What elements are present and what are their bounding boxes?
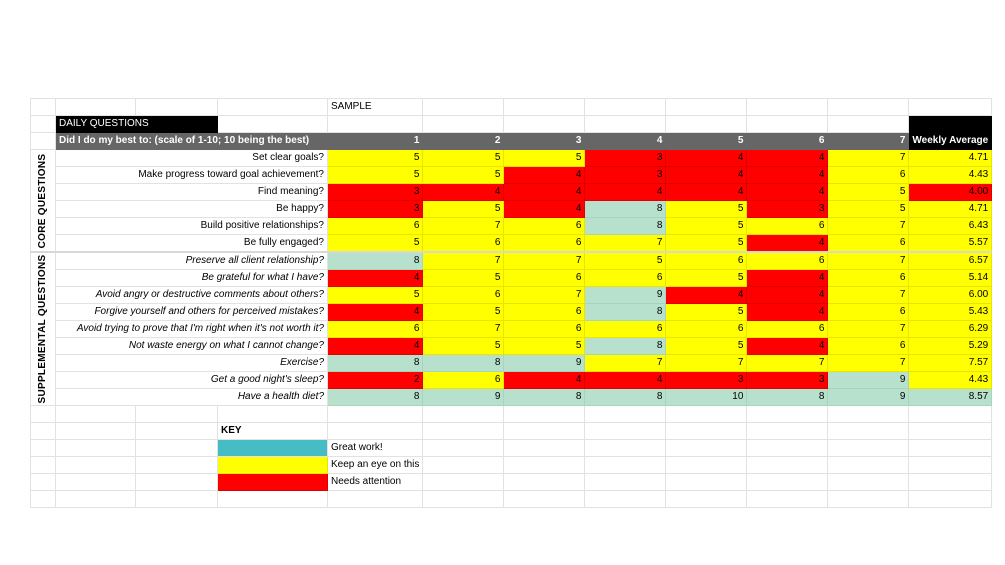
score-cell-day-3[interactable]: 4	[504, 372, 585, 389]
score-cell-day-3[interactable]: 5	[504, 338, 585, 355]
score-cell-day-1[interactable]: 5	[328, 167, 423, 184]
weekly-average-cell[interactable]: 6.00	[909, 287, 992, 304]
score-cell-day-3[interactable]: 6	[504, 235, 585, 253]
table-row	[31, 167, 992, 184]
score-cell-day-5[interactable]: 7	[666, 355, 747, 372]
score-cell-day-4[interactable]: 8	[585, 218, 666, 235]
weekly-average-cell[interactable]: 6.57	[909, 252, 992, 270]
table-row	[31, 184, 992, 201]
score-cell-day-7[interactable]: 6	[828, 338, 909, 355]
score-cell-day-1[interactable]: 3	[328, 184, 423, 201]
weekly-average-cell[interactable]: 4.71	[909, 201, 992, 218]
score-cell-day-5[interactable]: 10	[666, 389, 747, 406]
score-cell-day-1[interactable]: 5	[328, 150, 423, 167]
day-header-4[interactable]: 4	[585, 133, 666, 150]
score-cell-day-6[interactable]: 4	[747, 287, 828, 304]
question-label[interactable]: Build positive relationships?	[56, 218, 328, 235]
score-cell-day-6[interactable]: 6	[747, 252, 828, 270]
score-cell-day-2[interactable]: 7	[423, 321, 504, 338]
score-cell-day-3[interactable]: 5	[504, 150, 585, 167]
score-cell-day-5[interactable]: 4	[666, 167, 747, 184]
score-cell-day-3[interactable]: 7	[504, 287, 585, 304]
score-cell-day-3[interactable]: 4	[504, 184, 585, 201]
question-label[interactable]: Exercise?	[56, 355, 328, 372]
score-cell-day-5[interactable]: 5	[666, 338, 747, 355]
key-row	[31, 457, 992, 474]
score-cell-day-2[interactable]: 5	[423, 167, 504, 184]
score-cell-day-3[interactable]: 6	[504, 304, 585, 321]
score-cell-day-7[interactable]: 7	[828, 150, 909, 167]
score-cell-day-2[interactable]: 5	[423, 201, 504, 218]
key-row	[31, 474, 992, 491]
score-cell-day-5[interactable]: 4	[666, 150, 747, 167]
question-label[interactable]: Find meaning?	[56, 184, 328, 201]
table-row	[31, 287, 992, 304]
score-cell-day-2[interactable]: 8	[423, 355, 504, 372]
score-cell-day-7[interactable]: 7	[828, 355, 909, 372]
score-cell-day-1[interactable]: 4	[328, 338, 423, 355]
score-cell-day-5[interactable]: 6	[666, 321, 747, 338]
score-cell-day-1[interactable]: 2	[328, 372, 423, 389]
table-row	[31, 201, 992, 218]
key-swatch[interactable]	[218, 457, 328, 474]
table-row	[31, 304, 992, 321]
question-label[interactable]: Forgive yourself and others for perceived mistakes?	[56, 304, 328, 321]
score-cell-day-1[interactable]: 8	[328, 355, 423, 372]
key-swatch[interactable]	[218, 474, 328, 491]
score-cell-day-7[interactable]: 7	[828, 321, 909, 338]
score-cell-day-4[interactable]: 6	[585, 270, 666, 287]
score-cell-day-5[interactable]: 5	[666, 235, 747, 253]
score-cell-day-1[interactable]: 3	[328, 201, 423, 218]
score-cell-day-4[interactable]: 6	[585, 321, 666, 338]
score-cell-day-3[interactable]: 4	[504, 201, 585, 218]
weekly-average-cell[interactable]: 5.43	[909, 304, 992, 321]
question-label[interactable]: Have a health diet?	[56, 389, 328, 406]
table-row	[31, 252, 992, 270]
key-label[interactable]: Great work!	[328, 440, 423, 457]
score-cell-day-7[interactable]: 5	[828, 201, 909, 218]
sample-label[interactable]: SAMPLE	[328, 99, 423, 116]
day-header-3[interactable]: 3	[504, 133, 585, 150]
spreadsheet	[30, 98, 992, 508]
day-header-6[interactable]: 6	[747, 133, 828, 150]
score-cell-day-7[interactable]: 7	[828, 287, 909, 304]
score-cell-day-4[interactable]: 8	[585, 338, 666, 355]
table-row	[31, 150, 992, 167]
score-cell-day-7[interactable]: 9	[828, 389, 909, 406]
day-header-5[interactable]: 5	[666, 133, 747, 150]
score-cell-day-1[interactable]: 8	[328, 252, 423, 270]
header-row	[31, 133, 992, 150]
key-title[interactable]: KEY	[218, 423, 328, 440]
score-cell-day-3[interactable]: 8	[504, 389, 585, 406]
weekly-average-cell[interactable]: 7.57	[909, 355, 992, 372]
score-cell-day-3[interactable]: 6	[504, 321, 585, 338]
key-label[interactable]: Keep an eye on this	[328, 457, 423, 474]
score-cell-day-5[interactable]: 5	[666, 218, 747, 235]
table-row	[31, 218, 992, 235]
score-cell-day-7[interactable]: 6	[828, 270, 909, 287]
score-cell-day-7[interactable]: 6	[828, 304, 909, 321]
score-cell-day-4[interactable]: 3	[585, 167, 666, 184]
score-cell-day-2[interactable]: 6	[423, 235, 504, 253]
daily-questions-table	[30, 98, 992, 508]
score-cell-day-3[interactable]: 4	[504, 167, 585, 184]
question-label[interactable]: Be fully engaged?	[56, 235, 328, 253]
score-cell-day-7[interactable]: 9	[828, 372, 909, 389]
score-cell-day-5[interactable]: 4	[666, 287, 747, 304]
score-cell-day-1[interactable]: 6	[328, 321, 423, 338]
score-cell-day-6[interactable]: 6	[747, 321, 828, 338]
question-label[interactable]: Be grateful for what I have?	[56, 270, 328, 287]
question-label[interactable]: Avoid angry or destructive comments about others?	[56, 287, 328, 304]
score-cell-day-4[interactable]: 7	[585, 355, 666, 372]
weekly-average-cell[interactable]: 4.71	[909, 150, 992, 167]
score-cell-day-6[interactable]: 4	[747, 304, 828, 321]
score-cell-day-1[interactable]: 6	[328, 218, 423, 235]
score-cell-day-6[interactable]: 4	[747, 338, 828, 355]
title-cell[interactable]: DAILY QUESTIONS	[56, 116, 218, 133]
table-row	[31, 389, 992, 406]
question-label[interactable]: Avoid trying to prove that I'm right when it's not worth it?	[56, 321, 328, 338]
score-cell-day-6[interactable]: 6	[747, 218, 828, 235]
score-cell-day-2[interactable]: 5	[423, 338, 504, 355]
table-row	[31, 355, 992, 372]
weekly-average-cell[interactable]: 4.43	[909, 372, 992, 389]
score-cell-day-2[interactable]: 6	[423, 287, 504, 304]
score-cell-day-4[interactable]: 9	[585, 287, 666, 304]
score-cell-day-2[interactable]: 9	[423, 389, 504, 406]
table-row	[31, 270, 992, 287]
score-cell-day-2[interactable]: 6	[423, 372, 504, 389]
question-label[interactable]: Not waste energy on what I cannot change?	[56, 338, 328, 355]
question-label[interactable]: Be happy?	[56, 201, 328, 218]
key-swatch[interactable]	[218, 440, 328, 457]
score-cell-day-2[interactable]: 4	[423, 184, 504, 201]
weekly-average-cell[interactable]: 6.29	[909, 321, 992, 338]
score-cell-day-4[interactable]: 8	[585, 304, 666, 321]
section-label-text: SUPPLEMENTAL QUESTIONS	[37, 254, 48, 404]
subtitle-cell[interactable]: Did I do my best to: (scale of 1-10; 10 being the best)	[56, 133, 328, 150]
score-cell-day-5[interactable]: 3	[666, 372, 747, 389]
weekly-average-cell[interactable]: 8.57	[909, 389, 992, 406]
score-cell-day-5[interactable]: 5	[666, 270, 747, 287]
key-label[interactable]: Needs attention	[328, 474, 423, 491]
key-row	[31, 440, 992, 457]
score-cell-day-5[interactable]: 5	[666, 304, 747, 321]
question-label[interactable]: Make progress toward goal achievement?	[56, 167, 328, 184]
table-row	[31, 372, 992, 389]
day-header-7[interactable]: 7	[828, 133, 909, 150]
score-cell-day-5[interactable]: 4	[666, 184, 747, 201]
section-label-text: CORE QUESTIONS	[37, 153, 48, 248]
score-cell-day-2[interactable]: 5	[423, 270, 504, 287]
score-cell-day-7[interactable]: 7	[828, 252, 909, 270]
table-row	[31, 321, 992, 338]
score-cell-day-7[interactable]: 6	[828, 235, 909, 253]
score-cell-day-1[interactable]: 4	[328, 270, 423, 287]
question-label[interactable]: Get a good night's sleep?	[56, 372, 328, 389]
score-cell-day-1[interactable]: 5	[328, 235, 423, 253]
score-cell-day-3[interactable]: 6	[504, 218, 585, 235]
score-cell-day-7[interactable]: 6	[828, 167, 909, 184]
score-cell-day-6[interactable]: 3	[747, 201, 828, 218]
score-cell-day-7[interactable]: 7	[828, 218, 909, 235]
score-cell-day-1[interactable]: 5	[328, 287, 423, 304]
day-header-1[interactable]: 1	[328, 133, 423, 150]
weekly-average-header-top[interactable]	[909, 116, 992, 133]
score-cell-day-2[interactable]: 7	[423, 218, 504, 235]
score-cell-day-2[interactable]: 5	[423, 150, 504, 167]
score-cell-day-2[interactable]: 7	[423, 252, 504, 270]
day-header-2[interactable]: 2	[423, 133, 504, 150]
score-cell-day-4[interactable]: 7	[585, 235, 666, 253]
score-cell-day-4[interactable]: 4	[585, 184, 666, 201]
row-sample	[31, 99, 992, 116]
table-row	[31, 235, 992, 253]
score-cell-day-5[interactable]: 6	[666, 252, 747, 270]
core-section-label	[31, 150, 56, 253]
score-cell-day-1[interactable]: 8	[328, 389, 423, 406]
score-cell-day-6[interactable]: 4	[747, 150, 828, 167]
score-cell-day-6[interactable]: 4	[747, 235, 828, 253]
supplemental-section-label	[31, 252, 56, 406]
score-cell-day-4[interactable]: 8	[585, 201, 666, 218]
row-title	[31, 116, 992, 133]
score-cell-day-6[interactable]: 4	[747, 167, 828, 184]
score-cell-day-6[interactable]: 4	[747, 270, 828, 287]
score-cell-day-5[interactable]: 5	[666, 201, 747, 218]
score-cell-day-3[interactable]: 7	[504, 252, 585, 270]
weekly-average-header[interactable]: Weekly Average	[909, 133, 992, 150]
score-cell-day-3[interactable]: 6	[504, 270, 585, 287]
weekly-average-cell[interactable]: 4.43	[909, 167, 992, 184]
weekly-average-cell[interactable]: 5.14	[909, 270, 992, 287]
score-cell-day-6[interactable]: 8	[747, 389, 828, 406]
weekly-average-cell[interactable]: 6.43	[909, 218, 992, 235]
weekly-average-cell[interactable]: 5.29	[909, 338, 992, 355]
score-cell-day-1[interactable]: 4	[328, 304, 423, 321]
score-cell-day-3[interactable]: 9	[504, 355, 585, 372]
weekly-average-cell[interactable]: 4.00	[909, 184, 992, 201]
table-row	[31, 338, 992, 355]
score-cell-day-7[interactable]: 5	[828, 184, 909, 201]
weekly-average-cell[interactable]: 5.57	[909, 235, 992, 253]
question-label[interactable]: Set clear goals?	[56, 150, 328, 167]
score-cell-day-4[interactable]: 4	[585, 372, 666, 389]
score-cell-day-2[interactable]: 5	[423, 304, 504, 321]
score-cell-day-4[interactable]: 8	[585, 389, 666, 406]
empty-row	[31, 491, 992, 508]
key-title-row	[31, 423, 992, 440]
score-cell-day-4[interactable]: 3	[585, 150, 666, 167]
score-cell-day-6[interactable]: 7	[747, 355, 828, 372]
empty-row	[31, 406, 992, 423]
score-cell-day-6[interactable]: 4	[747, 184, 828, 201]
score-cell-day-4[interactable]: 5	[585, 252, 666, 270]
score-cell-day-6[interactable]: 3	[747, 372, 828, 389]
question-label[interactable]: Preserve all client relationship?	[56, 252, 328, 270]
